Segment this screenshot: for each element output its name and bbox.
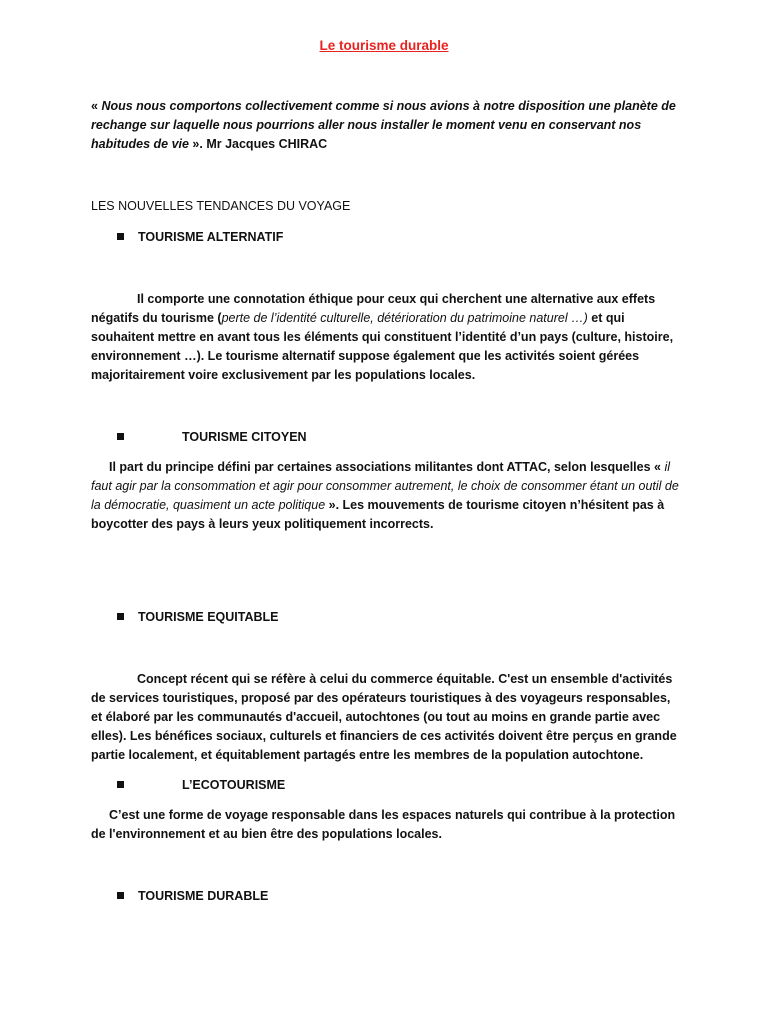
square-bullet-icon <box>117 613 124 620</box>
heading-text: TOURISME ALTERNATIF <box>138 230 284 244</box>
bullet-ecotourisme <box>117 776 285 795</box>
quote-text: Nous nous comportons collectivement comme si nous avions à notre disposition une planète de rechange sur laquelle nous pourrions aller nous installer le moment venu en conservant nos habitudes de vie <box>91 99 676 151</box>
paragraph-equitable <box>91 670 681 765</box>
para-text: Il comporte une connotation éthique pour ceux qui cherchent une alternative aux effets négatifs du tourisme ( <box>91 292 656 325</box>
bullet-tourisme-alternatif <box>117 228 283 247</box>
square-bullet-icon <box>117 781 124 788</box>
heading-text: L’ECOTOURISME <box>182 778 286 792</box>
square-bullet-icon <box>117 433 124 440</box>
para-text: et qui souhaitent mettre en avant tous les éléments qui constituent l’identité d’un pays (culture, histoire, environnement …). Le tourisme alternatif suppose également que les activités soient gérées majoritairement voire exclusivement par les populations locales. <box>91 311 674 382</box>
para-text: Il part du principe défini par certaines associations militantes dont ATTAC, selon lesquelles « <box>109 460 665 474</box>
paragraph-alternatif <box>91 290 681 385</box>
paragraph-citoyen <box>91 458 681 534</box>
para-text: ». Les mouvements de tourisme citoyen n’hésitent pas à boycotter des pays à leurs yeux politiquement incorrects. <box>91 498 665 531</box>
para-italic: perte de l’identité culturelle, détérioration du patrimoine naturel …) <box>221 311 588 325</box>
heading-text: TOURISME EQUITABLE <box>138 610 279 624</box>
square-bullet-icon <box>117 233 124 240</box>
heading-text: TOURISME CITOYEN <box>182 430 307 444</box>
section-heading: LES NOUVELLES TENDANCES DU VOYAGE <box>91 199 351 213</box>
square-bullet-icon <box>117 892 124 899</box>
opening-quote <box>91 97 681 154</box>
heading-text: TOURISME DURABLE <box>138 889 269 903</box>
para-italic: il faut agir par la consommation et agir pour consommer autrement, le choix de consommer étant un outil de la démocratie, quasiment un acte politique <box>91 460 679 512</box>
bullet-tourisme-durable <box>117 887 268 906</box>
bullet-tourisme-citoyen <box>117 428 307 447</box>
quote-open: « <box>91 99 102 113</box>
bullet-tourisme-equitable <box>117 608 279 627</box>
para-text: Concept récent qui se réfère à celui du commerce équitable. C'est un ensemble d'activités de services touristiques, proposé par des opérateurs touristiques à des voyageurs responsables, et élaboré par les communautés d'accueil, autochtones (ou tout au moins en grande partie avec elles). Les bénéfices sociaux, culturels et financiers de ces activités doivent être perçus en grande partie localement, et équitablement partagés entre les membres de la population autochtone. <box>91 672 677 762</box>
quote-attribution: ». Mr Jacques CHIRAC <box>188 137 328 151</box>
paragraph-ecotourisme <box>91 806 681 844</box>
para-text: C’est une forme de voyage responsable dans les espaces naturels qui contribue à la protection de l'environnement et au bien être des populations locales. <box>91 808 676 841</box>
page-title: Le tourisme durable <box>319 38 449 53</box>
